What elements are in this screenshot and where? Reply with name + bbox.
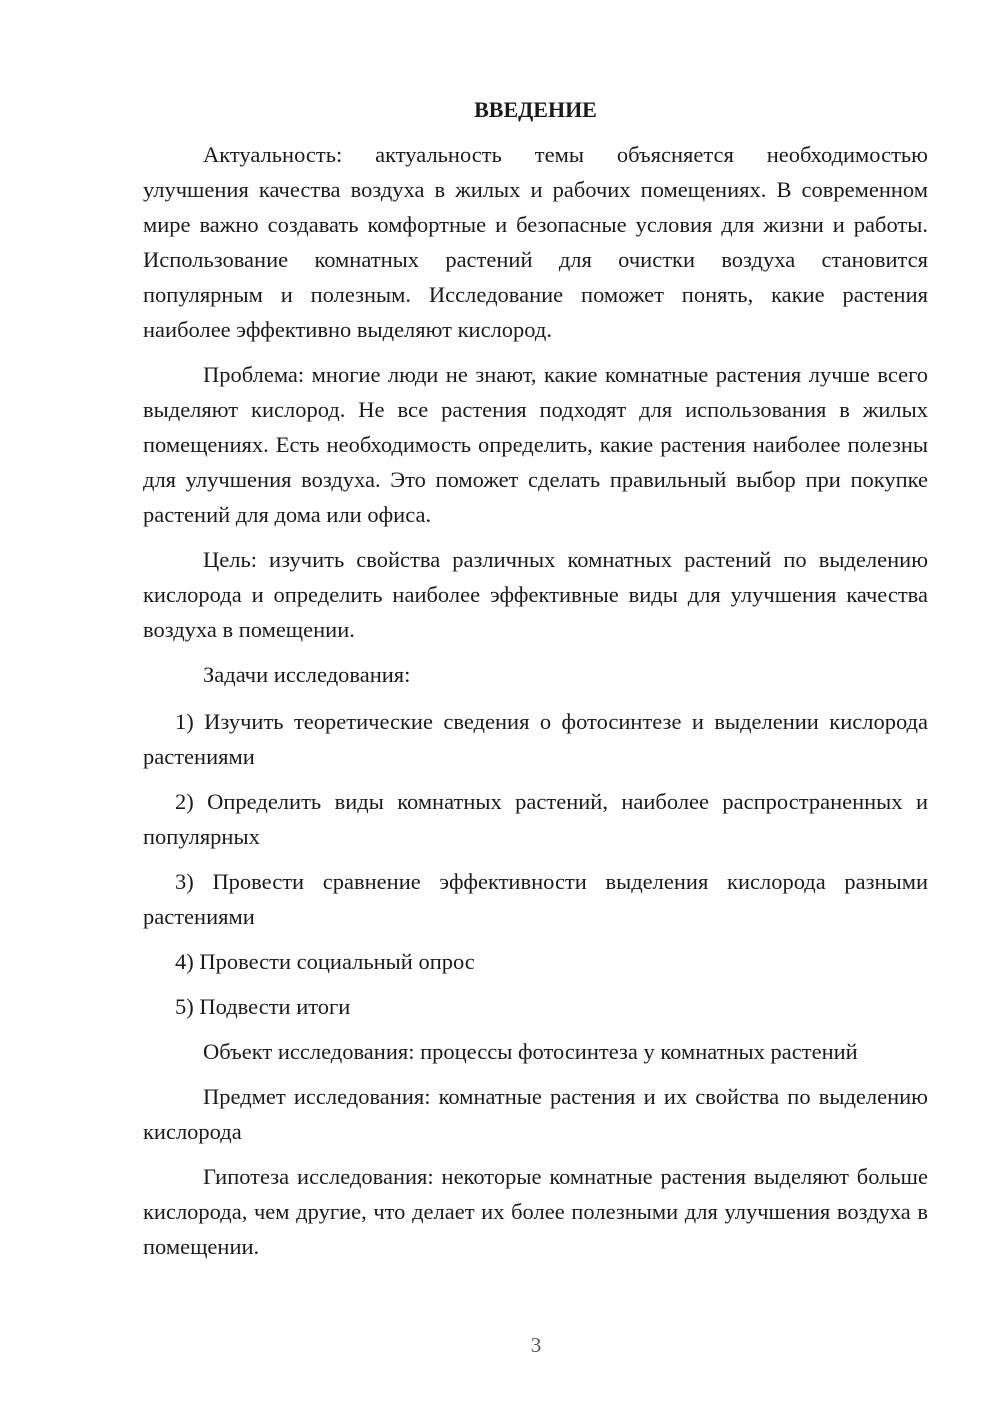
section-title: ВВЕДЕНИЕ (474, 97, 597, 122)
paragraph-goal: Цель: изучить свойства различных комнатных растений по выделению кислорода и определить наиболее эффективные виды для улучшения качества воздуха в помещении. (143, 547, 928, 642)
task-item: 1) Изучить теоретические сведения о фотосинтезе и выделении кислорода растениями (143, 709, 928, 769)
task-item: 2) Определить виды комнатных растений, наиболее распространенных и популярных (143, 789, 928, 849)
paragraph-subject: Предмет исследования: комнатные растения и их свойства по выделению кислорода (143, 1084, 928, 1144)
paragraph-relevance: Актуальность: актуальность темы объясняется необходимостью улучшения качества воздуха в жилых и рабочих помещениях. В современном мире важно создавать комфортные и безопасные условия для жизни и работы. Использование комнатных растений для очистки воздуха становится популярным и полезным. Исследование поможет понять, какие растения наиболее эффективно выделяют кислород. (143, 142, 928, 342)
task-item: 5) Подвести итоги (175, 994, 351, 1019)
paragraph-problem: Проблема: многие люди не знают, какие комнатные растения лучше всего выделяют кислород. Не все растения подходят для использования в жилых помещениях. Есть необходимость определить, какие растения наиболее полезны для улучшения воздуха. Это поможет сделать правильный выбор при покупке растений для дома или офиса. (143, 362, 928, 527)
paragraph-hypothesis: Гипотеза исследования: некоторые комнатные растения выделяют больше кислорода, чем другие, что делает их более полезными для улучшения воздуха в помещении. (143, 1164, 928, 1259)
document-page (143, 95, 928, 1274)
tasks-heading: Задачи исследования: (203, 662, 411, 687)
task-item: 4) Провести социальный опрос (175, 949, 475, 974)
paragraph-object: Объект исследования: процессы фотосинтеза у комнатных растений (203, 1039, 858, 1064)
page-number: 3 (530, 1333, 542, 1357)
task-item: 3) Провести сравнение эффективности выделения кислорода разными растениями (143, 869, 928, 929)
